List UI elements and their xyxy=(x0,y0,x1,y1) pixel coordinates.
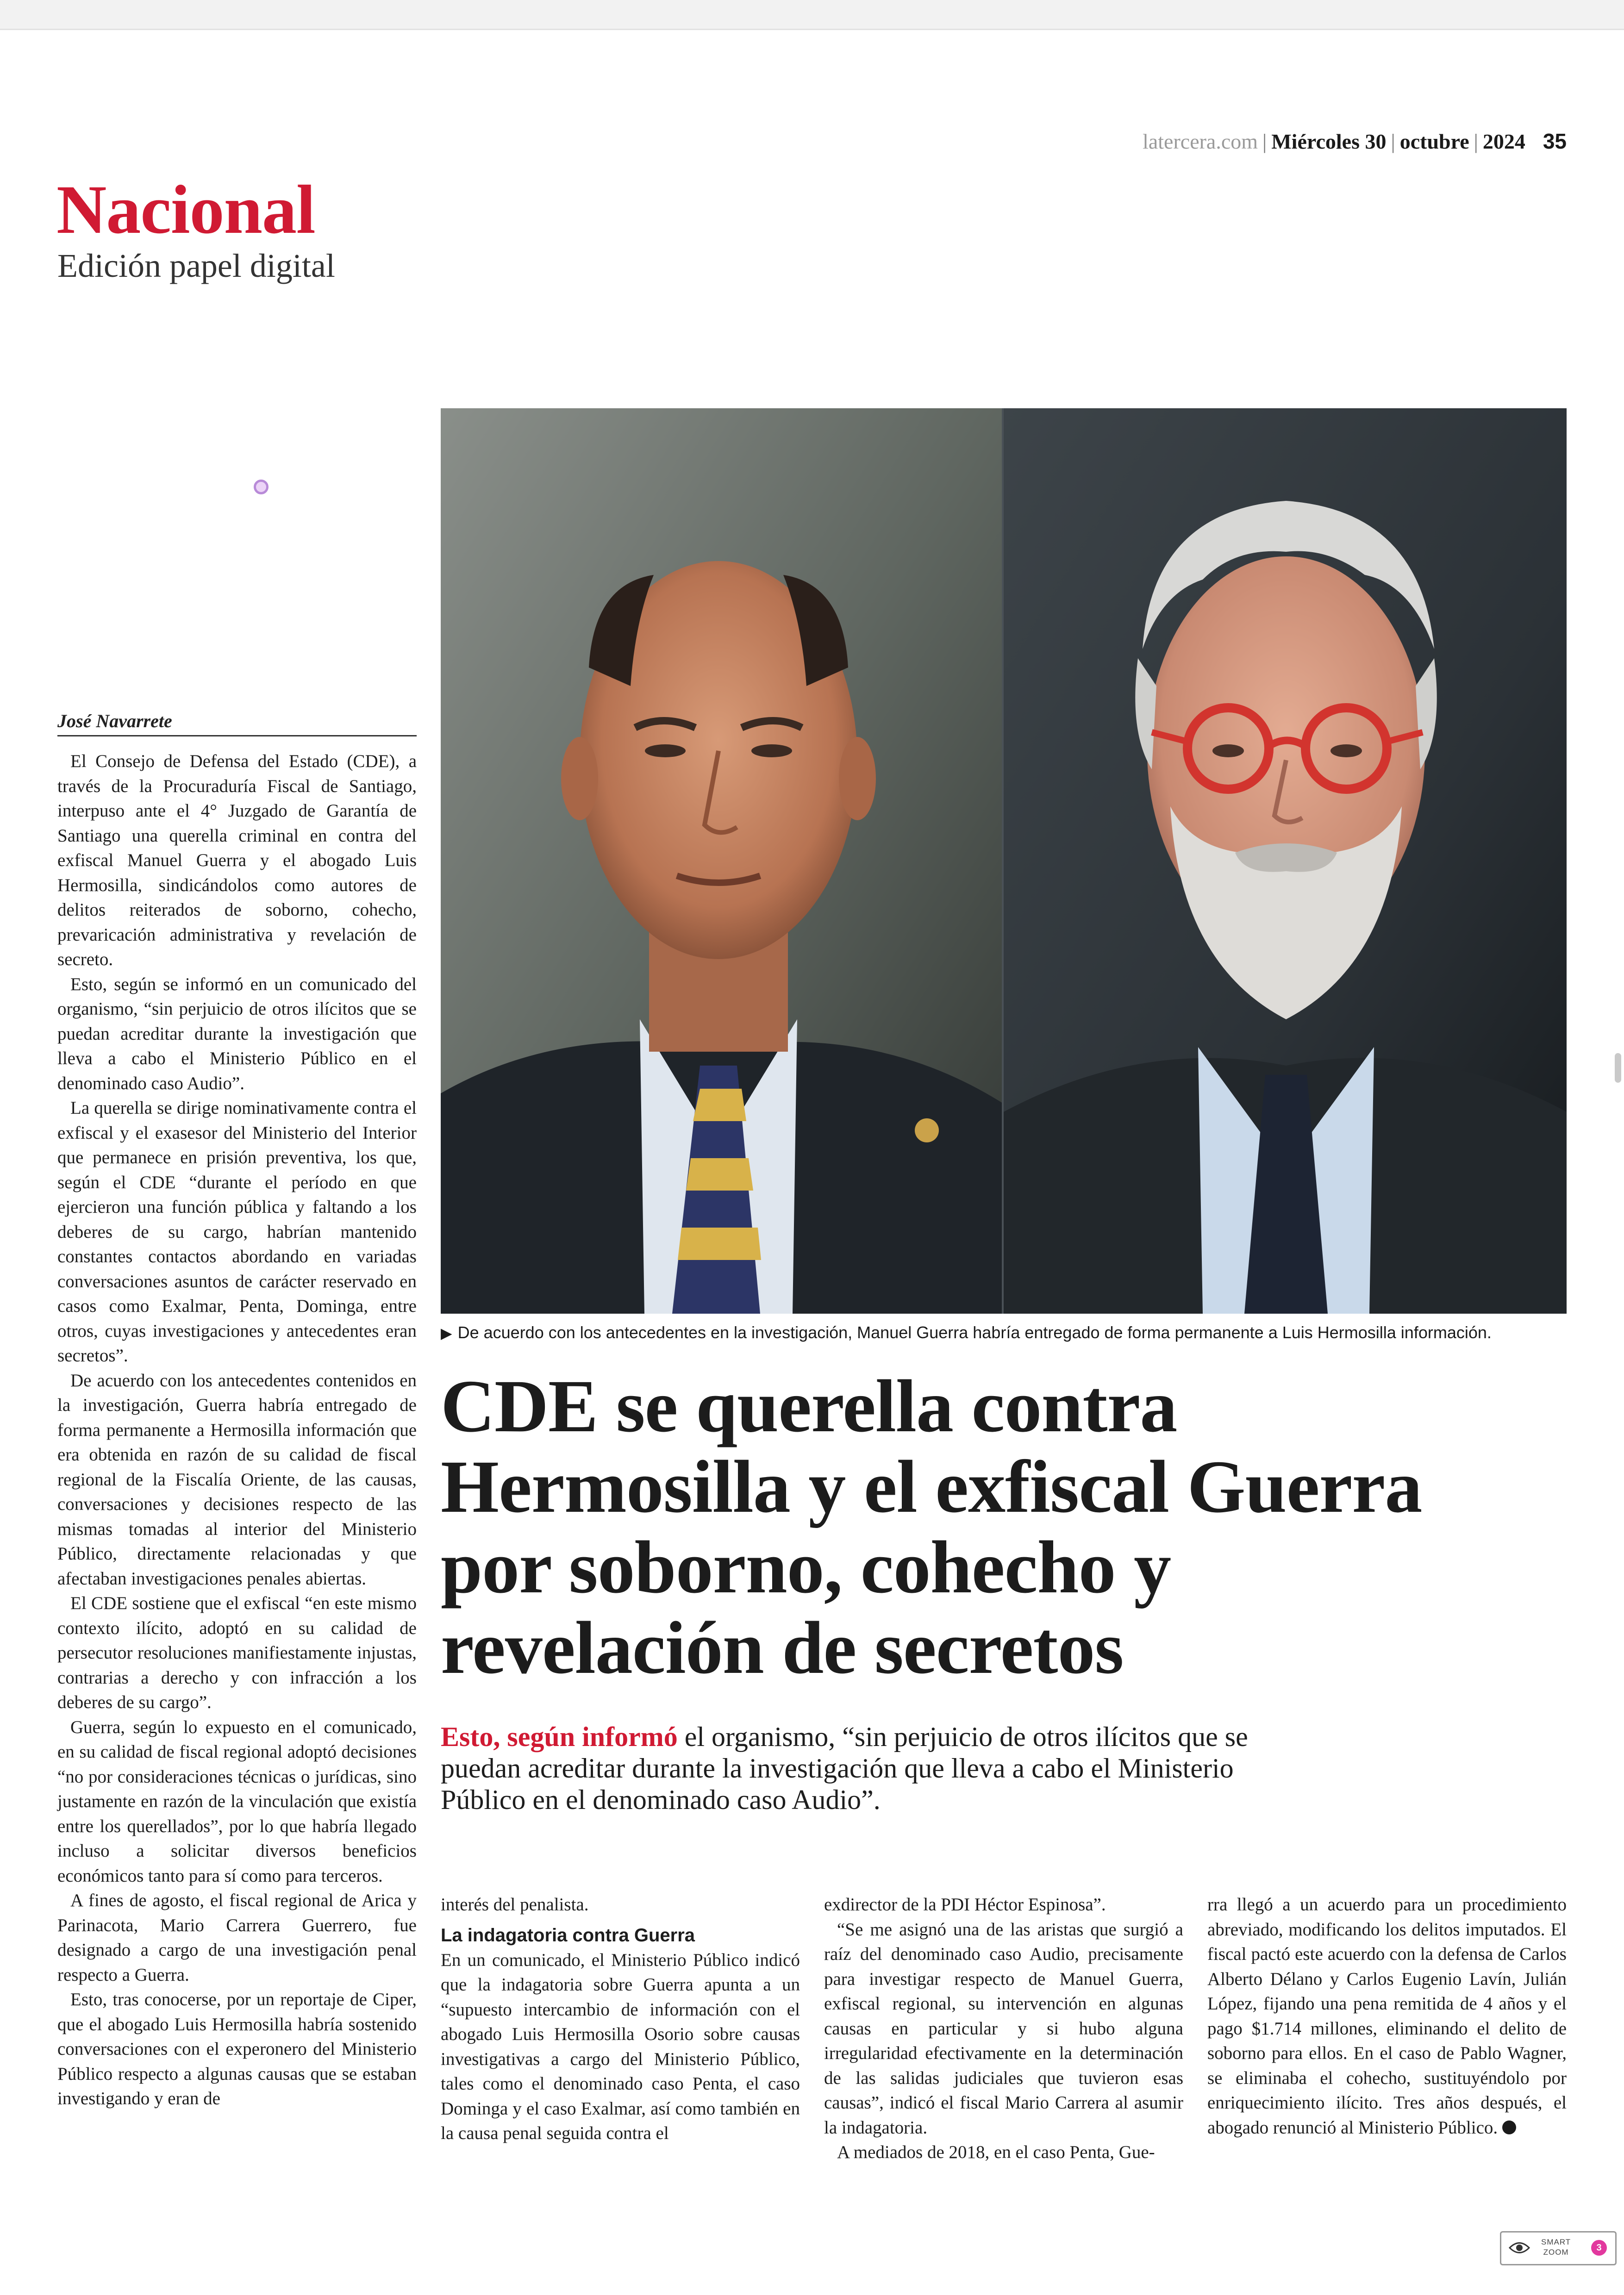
lead-highlight: Esto, según informó xyxy=(441,1721,678,1752)
end-mark-icon xyxy=(1502,2120,1516,2134)
paragraph-text: rra llegó a un acuerdo para un procedimiento abreviado, modificando los delitos imputados. El fiscal pactó este acuerdo con la defensa de Carlos Alberto Délano y Carlos Eugenio Lavín, Julián López, fijando una pena remitida de 4 años y el pago $1.714 millones, eliminando el delito de soborno para ellos. En el caso de Pablo Wagner, se eliminaba el cohecho, sustituyéndolo por enriquecimiento ilícito. Tres años después, el abogado renunció al Ministerio Público. xyxy=(1207,1895,1567,2138)
smart-zoom-line1: SMART xyxy=(1541,2238,1571,2246)
article-column-1 xyxy=(57,749,417,2111)
article-lead xyxy=(441,1721,1255,1815)
hotspot-dot-icon[interactable] xyxy=(254,480,269,494)
paragraph: “Se me asignó una de las aristas que surgió a raíz del denominado caso Audio, precisamente para investigar respecto de Manuel Guerra, exfiscal regional, su intervención en algunas causas en particular y si hubo alguna irregularidad efectivamente en la determinación de las salidas judiciales que tuvieron esas causas”, indicó el fiscal Mario Carrera al asumir la indagatoria. xyxy=(824,1919,1183,2138)
smart-zoom-label xyxy=(1541,2237,1571,2258)
smart-zoom-button[interactable] xyxy=(1500,2231,1617,2265)
article-column-3 xyxy=(824,1892,1183,2165)
paragraph: A fines de agosto, el fiscal regional de Arica y Parinacota, Mario Carrera Guerrero, fue designado a cargo de una investigación penal respecto a Guerra. xyxy=(57,1890,417,1985)
paragraph: En un comunicado, el Ministerio Público indicó que la indagatoria sobre Guerra apunta a un “supuesto intercambio de información con el abogado Luis Hermosilla Osorio sobre causas investigativas a cargo del Ministerio Público, tales como el denominado caso Penta, el caso Dominga y el caso Exalmar, así como también en la causa penal seguida contra el xyxy=(441,1950,800,2143)
header-year: 2024 xyxy=(1482,130,1525,153)
paragraph xyxy=(1207,1892,1567,2140)
paragraph: El CDE sostiene que el exfiscal “en este mismo contexto ilícito, adoptó en su calidad de persecutor resoluciones manifiestamente injustas, contrarias a derecho y con infracción a los deberes de su cargo”. xyxy=(57,1593,417,1712)
header-month: octubre xyxy=(1399,130,1469,153)
edition-subtitle: Edición papel digital xyxy=(57,247,335,284)
paragraph: La querella se dirige nominativamente contra el exfiscal y el exasesor del Ministerio del Interior que permanece en prisión preventiva, los que, según el CDE “durante el período en que ejercieron una función pública y faltando a los deberes de su cargo, habrían mantenido constantes contactos abordando en variadas conversaciones asuntos de carácter reservado en casos como Exalmar, Penta, Dominga, entre otros, cuyas investigaciones y antecedentes eran secretos”. xyxy=(57,1098,417,1366)
article-column-2 xyxy=(441,1892,800,2146)
paragraph: Esto, tras conocerse, por un reportaje de Ciper, que el abogado Luis Hermosilla habría sostenido conversaciones con el experonero del Ministerio Público respecto a algunas causas que se estaban investigando y eran de xyxy=(57,1989,417,2108)
section-title: Nacional xyxy=(56,171,315,248)
smart-zoom-badge: 3 xyxy=(1591,2240,1607,2256)
page-number: 35 xyxy=(1543,129,1567,153)
paragraph: Esto, según se informó en un comunicado del organismo, “sin perjuicio de otros ilícitos que se puedan acreditar durante la investigación que lleva a cabo el Ministerio Público en el denominado caso Audio”. xyxy=(57,974,417,1093)
paragraph: A mediados de 2018, en el caso Penta, Gue- xyxy=(837,2142,1155,2162)
page-header-meta: latercera.com | Miércoles 30 | octubre | 2024 35 xyxy=(1143,129,1567,153)
article-headline: CDE se querella contra Hermosilla y el exfiscal Guerra por soborno, cohecho y revelación de secretos xyxy=(441,1365,1422,1690)
paragraph: De acuerdo con los antecedentes contenidos en la investigación, Guerra habría entregado de forma permanente a Hermosilla información que era obtenida en razón de su calidad de fiscal regional de la Fiscalía Oriente, de las causas, conversaciones y decisiones respecto de las mismas tomadas al interior del Ministerio Público, directamente relacionadas y que afectaban investigaciones penales abiertas. xyxy=(57,1370,417,1589)
eye-icon xyxy=(1509,2241,1530,2255)
site-name[interactable]: latercera.com xyxy=(1143,130,1258,153)
paragraph: exdirector de la PDI Héctor Espinosa”. xyxy=(824,1895,1106,1915)
caption-triangle-icon: ▶ xyxy=(441,1325,452,1341)
paragraph: interés del penalista. xyxy=(441,1895,589,1915)
smart-zoom-line2: ZOOM xyxy=(1543,2248,1569,2257)
caption-text: De acuerdo con los antecedentes en la investigación, Manuel Guerra habría entregado de forma permanente a Luis Hermosilla información. xyxy=(457,1323,1492,1342)
paragraph: Guerra, según lo expuesto en el comunicado, en su calidad de fiscal regional adoptó decisiones “no por consideraciones técnicas o jurídicas, sino justamente en razón de la vinculación que existía entre los querellados”, por lo que habría llegado incluso a solicitar diversos beneficios económicos tanto para sí como para terceros. xyxy=(57,1717,417,1886)
article-column-4 xyxy=(1207,1892,1567,2140)
portrait-luis-hermosilla xyxy=(1004,408,1567,1314)
article-photo xyxy=(441,408,1567,1314)
byline-divider xyxy=(57,735,417,736)
portrait-manuel-guerra xyxy=(441,408,1002,1314)
photo-caption xyxy=(441,1323,1567,1342)
byline: José Navarrete xyxy=(57,711,172,731)
header-day: Miércoles 30 xyxy=(1271,130,1387,153)
viewer-top-bar xyxy=(0,0,1624,30)
lead-text: el organismo, “sin perjuicio de otros ilícitos que se puedan acreditar durante la investigación que lleva a cabo el Ministerio Público en el denominado caso Audio”. xyxy=(441,1721,1248,1815)
scrollbar-thumb[interactable] xyxy=(1615,1053,1621,1083)
paragraph: El Consejo de Defensa del Estado (CDE), a través de la Procuraduría Fiscal de Santiago, interpuso ante el 4° Juzgado de Garantía de Santiago una querella criminal en contra del exfiscal Manuel Guerra y el abogado Luis Hermosilla, sindicándolos como autores de delitos reiterados de soborno, cohecho, prevaricación administrativa y revelación de secreto. xyxy=(57,751,417,969)
article-subheading: La indagatoria contra Guerra xyxy=(441,1925,695,1946)
